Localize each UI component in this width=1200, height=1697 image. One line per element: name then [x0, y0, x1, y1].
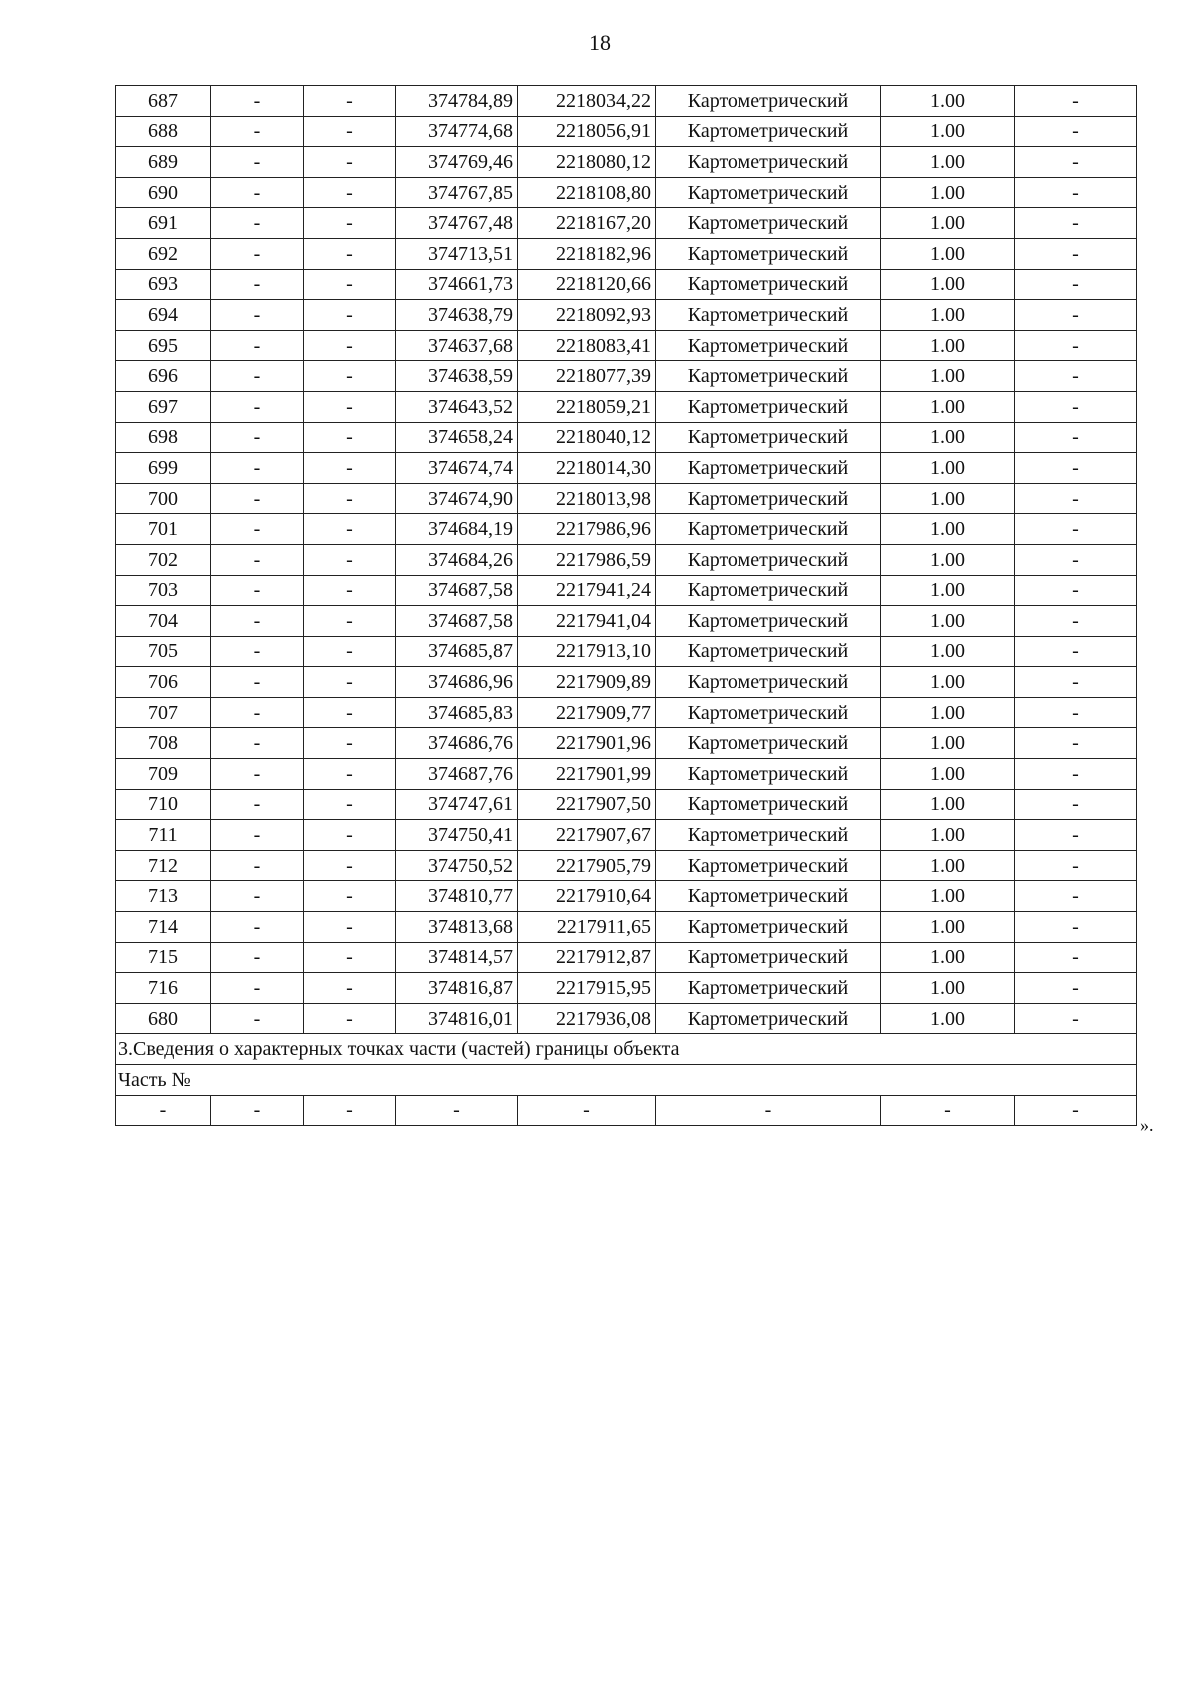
table-cell: - [211, 208, 304, 239]
table-cell: 374769,46 [396, 147, 518, 178]
table-cell: Картометрический [656, 269, 881, 300]
table-cell: 374810,77 [396, 881, 518, 912]
table-cell: 1.00 [881, 361, 1015, 392]
table-row [116, 483, 1137, 514]
table-cell: 374687,76 [396, 759, 518, 790]
table-cell: 2217910,64 [518, 881, 656, 912]
table-cell: 709 [116, 759, 211, 790]
table-cell: - [304, 942, 396, 973]
table-cell: 711 [116, 820, 211, 851]
table-cell: - [304, 330, 396, 361]
table-cell: Картометрический [656, 636, 881, 667]
table-cell: - [304, 881, 396, 912]
table-row [116, 300, 1137, 331]
table-cell: 1.00 [881, 606, 1015, 637]
table-cell: 374687,58 [396, 606, 518, 637]
table-cell: 1.00 [881, 453, 1015, 484]
table-cell: - [1015, 697, 1137, 728]
table-cell: Картометрический [656, 453, 881, 484]
table-row [116, 697, 1137, 728]
table-cell: 1.00 [881, 942, 1015, 973]
table-cell: 1.00 [881, 208, 1015, 239]
table-cell: Картометрический [656, 820, 881, 851]
table-cell: 2218083,41 [518, 330, 656, 361]
table-row [116, 789, 1137, 820]
section3-row [116, 1034, 1137, 1065]
table-cell: 2218013,98 [518, 483, 656, 514]
table-cell: 2218092,93 [518, 300, 656, 331]
table-cell: - [1015, 422, 1137, 453]
table-row [116, 453, 1137, 484]
table-cell: - [1015, 391, 1137, 422]
table-cell: 2218182,96 [518, 238, 656, 269]
table-cell: 1.00 [881, 544, 1015, 575]
table-cell: 1.00 [881, 636, 1015, 667]
table-cell: - [211, 636, 304, 667]
table-row [116, 422, 1137, 453]
table-cell: Картометрический [656, 422, 881, 453]
table-cell: 2217936,08 [518, 1003, 656, 1034]
part-label: Часть № [116, 1065, 1137, 1096]
table-cell: - [211, 300, 304, 331]
table-cell: 2217907,50 [518, 789, 656, 820]
table-cell: - [304, 116, 396, 147]
table-cell: 704 [116, 606, 211, 637]
table-row [116, 269, 1137, 300]
table-cell: 2218059,21 [518, 391, 656, 422]
table-cell: 374661,73 [396, 269, 518, 300]
table-cell: - [1015, 453, 1137, 484]
table-cell: 2218108,80 [518, 177, 656, 208]
table-cell: 2217941,04 [518, 606, 656, 637]
table-cell: 713 [116, 881, 211, 912]
table-cell: - [211, 942, 304, 973]
table-cell: 374750,41 [396, 820, 518, 851]
table-cell: - [304, 1095, 396, 1126]
table-cell: - [304, 728, 396, 759]
table-cell: 702 [116, 544, 211, 575]
table-cell: Картометрический [656, 850, 881, 881]
table-cell: 701 [116, 514, 211, 545]
table-cell: 690 [116, 177, 211, 208]
table-row [116, 330, 1137, 361]
table-cell: - [1015, 177, 1137, 208]
table-cell: - [1015, 973, 1137, 1004]
table-row [116, 850, 1137, 881]
table-cell: - [1015, 881, 1137, 912]
table-row [116, 728, 1137, 759]
table-cell: - [1015, 116, 1137, 147]
table-cell: - [211, 147, 304, 178]
table-cell: Картометрический [656, 912, 881, 943]
coordinates-table [115, 85, 1137, 1126]
table-cell: 374813,68 [396, 912, 518, 943]
table-cell: - [396, 1095, 518, 1126]
table-cell: - [304, 544, 396, 575]
table-cell: - [304, 86, 396, 117]
table-cell: - [1015, 269, 1137, 300]
table-cell: 692 [116, 238, 211, 269]
table-row [116, 208, 1137, 239]
table-row [116, 973, 1137, 1004]
table-cell: - [881, 1095, 1015, 1126]
table-cell: 1.00 [881, 391, 1015, 422]
table-cell: 374767,48 [396, 208, 518, 239]
table-cell: 1.00 [881, 86, 1015, 117]
table-cell: - [211, 453, 304, 484]
table-cell: - [304, 177, 396, 208]
table-cell: - [1015, 942, 1137, 973]
table-cell: - [304, 208, 396, 239]
table-cell: 2217901,96 [518, 728, 656, 759]
table-cell: 1.00 [881, 147, 1015, 178]
table-row [116, 759, 1137, 790]
table-cell: 2218080,12 [518, 147, 656, 178]
table-cell: Картометрический [656, 606, 881, 637]
table-cell: - [211, 330, 304, 361]
table-cell: 1.00 [881, 881, 1015, 912]
table-cell: - [518, 1095, 656, 1126]
table-cell: 1.00 [881, 116, 1015, 147]
table-cell: - [1015, 636, 1137, 667]
table-cell: - [304, 697, 396, 728]
table-row [116, 606, 1137, 637]
table-cell: 2217909,77 [518, 697, 656, 728]
table-cell: Картометрический [656, 514, 881, 545]
table-cell: - [1015, 330, 1137, 361]
table-cell: 374750,52 [396, 850, 518, 881]
table-cell: 1.00 [881, 973, 1015, 1004]
table-cell: 374684,26 [396, 544, 518, 575]
table-cell: 1.00 [881, 514, 1015, 545]
table-cell: 1.00 [881, 820, 1015, 851]
table-cell: - [1015, 147, 1137, 178]
table-cell: - [1015, 483, 1137, 514]
table-row [116, 575, 1137, 606]
table-cell: 374643,52 [396, 391, 518, 422]
table-cell: - [211, 575, 304, 606]
table-cell: 374816,87 [396, 973, 518, 1004]
table-cell: - [211, 391, 304, 422]
table-cell: 2218077,39 [518, 361, 656, 392]
table-cell: 2218014,30 [518, 453, 656, 484]
table-cell: - [304, 483, 396, 514]
table-cell: - [1015, 912, 1137, 943]
table-cell: 2217915,95 [518, 973, 656, 1004]
table-row [116, 636, 1137, 667]
table-cell: - [211, 422, 304, 453]
table-cell: Картометрический [656, 1003, 881, 1034]
table-cell: Картометрический [656, 789, 881, 820]
table-cell: - [211, 269, 304, 300]
table-cell: Картометрический [656, 208, 881, 239]
table-cell: Картометрический [656, 973, 881, 1004]
table-cell: 691 [116, 208, 211, 239]
table-cell: - [304, 147, 396, 178]
table-cell: - [211, 116, 304, 147]
table-cell: - [304, 820, 396, 851]
table-cell: 374774,68 [396, 116, 518, 147]
table-cell: - [211, 177, 304, 208]
table-cell: 2217912,87 [518, 942, 656, 973]
table-cell: 712 [116, 850, 211, 881]
table-cell: 1.00 [881, 759, 1015, 790]
table-cell: 1.00 [881, 575, 1015, 606]
table-row [116, 881, 1137, 912]
table-cell: Картометрический [656, 238, 881, 269]
table-cell: 374658,24 [396, 422, 518, 453]
table-cell: Картометрический [656, 300, 881, 331]
table-cell: 374686,76 [396, 728, 518, 759]
table-cell: Картометрический [656, 330, 881, 361]
table-cell: Картометрический [656, 728, 881, 759]
table-cell: - [304, 361, 396, 392]
table-cell: 716 [116, 973, 211, 1004]
table-cell: Картометрический [656, 942, 881, 973]
table-cell: 2218120,66 [518, 269, 656, 300]
table-cell: - [304, 300, 396, 331]
table-row [116, 361, 1137, 392]
table-cell: 374686,96 [396, 667, 518, 698]
table-cell: 688 [116, 116, 211, 147]
table-cell: Картометрический [656, 759, 881, 790]
closing-quote: ». [1140, 1115, 1154, 1135]
table-cell: 2217913,10 [518, 636, 656, 667]
table-cell: 1.00 [881, 667, 1015, 698]
table-cell: - [211, 514, 304, 545]
table-cell: 715 [116, 942, 211, 973]
table-cell: 374784,89 [396, 86, 518, 117]
table-row [116, 942, 1137, 973]
table-cell: 700 [116, 483, 211, 514]
table-cell: Картометрический [656, 483, 881, 514]
table-cell: 374684,19 [396, 514, 518, 545]
table-cell: - [211, 238, 304, 269]
page-number: 18 [589, 30, 611, 55]
table-cell: Картометрический [656, 697, 881, 728]
table-cell: - [304, 667, 396, 698]
table-cell: 707 [116, 697, 211, 728]
table-cell: 374674,90 [396, 483, 518, 514]
table-cell: 1.00 [881, 177, 1015, 208]
table-cell: 1.00 [881, 697, 1015, 728]
table-cell: 1.00 [881, 300, 1015, 331]
table-row [116, 544, 1137, 575]
table-cell: 1.00 [881, 1003, 1015, 1034]
table-cell: Картометрический [656, 881, 881, 912]
table-cell: 2218040,12 [518, 422, 656, 453]
table-cell: 1.00 [881, 789, 1015, 820]
table-cell: 1.00 [881, 330, 1015, 361]
table-cell: 374816,01 [396, 1003, 518, 1034]
table-cell: - [304, 269, 396, 300]
empty-data-row [116, 1095, 1137, 1126]
table-cell: Картометрический [656, 575, 881, 606]
table-cell: Картометрический [656, 391, 881, 422]
table-cell: - [304, 453, 396, 484]
table-row [116, 1003, 1137, 1034]
table-cell: - [1015, 820, 1137, 851]
table-cell: - [211, 912, 304, 943]
table-cell: 1.00 [881, 483, 1015, 514]
table-cell: - [211, 850, 304, 881]
table-cell: 374687,58 [396, 575, 518, 606]
table-row [116, 514, 1137, 545]
table-cell: 374685,83 [396, 697, 518, 728]
table-cell: - [304, 422, 396, 453]
table-cell: - [304, 575, 396, 606]
table-cell: - [211, 544, 304, 575]
table-row [116, 177, 1137, 208]
table-row [116, 147, 1137, 178]
table-cell: - [211, 973, 304, 1004]
table-cell: - [1015, 1003, 1137, 1034]
table-cell: 2217905,79 [518, 850, 656, 881]
table-cell: 2217941,24 [518, 575, 656, 606]
section3-title: 3.Сведения о характерных точках части (частей) границы объекта [116, 1034, 1137, 1065]
table-cell: 1.00 [881, 728, 1015, 759]
table-cell: 2217901,99 [518, 759, 656, 790]
table-cell: - [1015, 759, 1137, 790]
table-cell: - [211, 86, 304, 117]
table-cell: Картометрический [656, 177, 881, 208]
table-cell: 1.00 [881, 269, 1015, 300]
table-cell: 374767,85 [396, 177, 518, 208]
table-cell: - [211, 606, 304, 637]
table-row [116, 116, 1137, 147]
table-cell: 1.00 [881, 912, 1015, 943]
table-cell: - [304, 636, 396, 667]
table-cell: 689 [116, 147, 211, 178]
table-cell: 694 [116, 300, 211, 331]
table-cell: - [304, 850, 396, 881]
table-cell: 2217986,59 [518, 544, 656, 575]
table-cell: 680 [116, 1003, 211, 1034]
table-cell: 374814,57 [396, 942, 518, 973]
table-cell: Картометрический [656, 86, 881, 117]
table-cell: - [1015, 300, 1137, 331]
table-row [116, 912, 1137, 943]
table-cell: 374638,79 [396, 300, 518, 331]
table-cell: 697 [116, 391, 211, 422]
table-cell: - [211, 759, 304, 790]
table-cell: - [211, 728, 304, 759]
table-cell: - [304, 391, 396, 422]
table-cell: 2217911,65 [518, 912, 656, 943]
table-cell: - [304, 606, 396, 637]
table-cell: - [211, 820, 304, 851]
table-cell: 1.00 [881, 422, 1015, 453]
table-cell: 2218056,91 [518, 116, 656, 147]
table-cell: 696 [116, 361, 211, 392]
table-cell: - [1015, 789, 1137, 820]
table-cell: 687 [116, 86, 211, 117]
table-cell: - [1015, 1095, 1137, 1126]
table-cell: 374638,59 [396, 361, 518, 392]
table-row [116, 667, 1137, 698]
table-cell: 706 [116, 667, 211, 698]
table-cell: - [1015, 208, 1137, 239]
table-cell: - [1015, 728, 1137, 759]
table-cell: - [304, 973, 396, 1004]
table-cell: - [304, 912, 396, 943]
table-cell: - [1015, 575, 1137, 606]
table-cell: 710 [116, 789, 211, 820]
table-cell: - [211, 483, 304, 514]
table-cell: Картометрический [656, 667, 881, 698]
table-row [116, 820, 1137, 851]
table-cell: 703 [116, 575, 211, 606]
table-cell: 374685,87 [396, 636, 518, 667]
table-cell: 698 [116, 422, 211, 453]
table-cell: - [1015, 86, 1137, 117]
table-row [116, 391, 1137, 422]
table-cell: - [211, 789, 304, 820]
table-cell: - [1015, 238, 1137, 269]
table-cell: Картометрический [656, 361, 881, 392]
table-cell: - [211, 667, 304, 698]
table-cell: - [211, 1003, 304, 1034]
table-cell: - [211, 881, 304, 912]
table-cell: 2217909,89 [518, 667, 656, 698]
table-cell: 2218167,20 [518, 208, 656, 239]
table-cell: - [1015, 544, 1137, 575]
table-cell: 374637,68 [396, 330, 518, 361]
table-cell: 714 [116, 912, 211, 943]
table-cell: - [1015, 850, 1137, 881]
table-cell: - [304, 759, 396, 790]
table-cell: 2217986,96 [518, 514, 656, 545]
table-cell: 695 [116, 330, 211, 361]
table-cell: Картометрический [656, 116, 881, 147]
table-cell: 2218034,22 [518, 86, 656, 117]
table-cell: - [211, 697, 304, 728]
table-cell: - [656, 1095, 881, 1126]
table-cell: 693 [116, 269, 211, 300]
table-cell: - [304, 238, 396, 269]
table-cell: - [304, 514, 396, 545]
table-cell: 705 [116, 636, 211, 667]
table-cell: - [1015, 606, 1137, 637]
table-cell: - [304, 789, 396, 820]
table-cell: 699 [116, 453, 211, 484]
table-cell: - [1015, 667, 1137, 698]
table-cell: 1.00 [881, 850, 1015, 881]
table-cell: 374674,74 [396, 453, 518, 484]
table-cell: 374713,51 [396, 238, 518, 269]
table-cell: - [304, 1003, 396, 1034]
table-cell: 708 [116, 728, 211, 759]
table-cell: - [1015, 361, 1137, 392]
table-row [116, 238, 1137, 269]
part-row [116, 1065, 1137, 1096]
table-cell: Картометрический [656, 147, 881, 178]
table-cell: - [1015, 514, 1137, 545]
table-cell: 1.00 [881, 238, 1015, 269]
table-cell: Картометрический [656, 544, 881, 575]
table-body [116, 86, 1137, 1034]
table-cell: - [116, 1095, 211, 1126]
table-cell: 2217907,67 [518, 820, 656, 851]
table-row [116, 86, 1137, 117]
table-cell: - [211, 1095, 304, 1126]
table-cell: - [211, 361, 304, 392]
table-cell: 374747,61 [396, 789, 518, 820]
